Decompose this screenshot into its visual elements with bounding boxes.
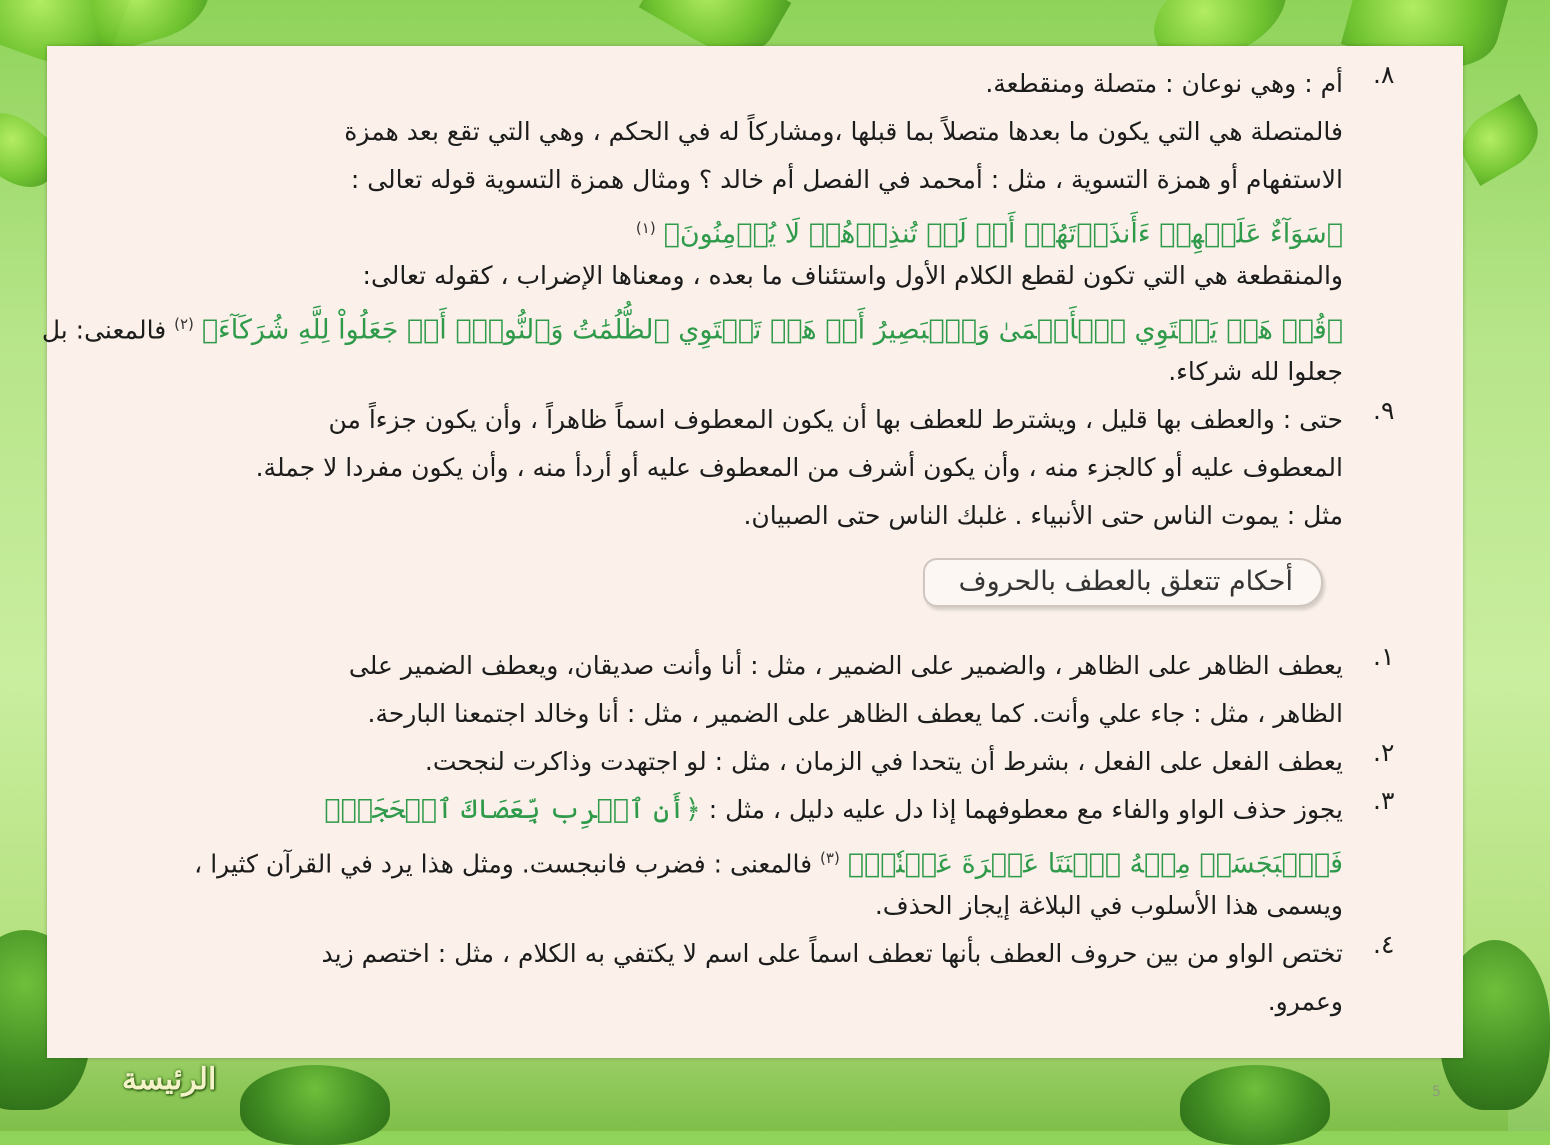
leaf-decoration — [1450, 94, 1549, 186]
page-number: 5 — [1432, 1084, 1441, 1100]
footnote-ref: (١) — [635, 219, 656, 237]
item-number: .٢ — [1373, 738, 1395, 767]
text-line: والمنقطعة هي التي تكون لقطع الكلام الأول واستئناف ما بعده ، ومعناها الإضراب ، كقوله تعالى: — [362, 261, 1343, 290]
quran-verse: ﴿قُلۡ هَلۡ يَسۡتَوِي ٱلۡأَعۡمَىٰ وَٱلۡبَصِيرُ أَمۡ هَلۡ تَسۡتَوِي ٱلظُّلُمَٰتُ وَٱلنُّورُۗ أَمۡ جَعَلُواْ لِلَّهِ شُرَكَآءَ﴾ — [201, 314, 1343, 346]
footnote-ref: (٣) — [820, 849, 840, 867]
text-line: الظاهر ، مثل : جاء علي وأنت. كما يعطف الظاهر على الضمير ، مثل : أنا وخالد اجتمعنا البارحة. — [367, 699, 1343, 728]
rule-3 — [75, 786, 1395, 930]
text-fragment: فالمعنى: بل — [41, 315, 167, 345]
item-number: .٩ — [1373, 396, 1395, 425]
item-9 — [75, 396, 1395, 540]
tree-decoration — [240, 1065, 390, 1145]
section-heading-wrap — [75, 554, 1343, 624]
text-line: جعلوا لله شركاء. — [1168, 357, 1343, 386]
footnote-ref: (٢) — [174, 315, 194, 333]
rule-2 — [75, 738, 1395, 786]
item-number: .٨ — [1373, 60, 1395, 89]
item-number: .٤ — [1373, 930, 1395, 959]
text-fragment: فالمعنى : فضرب فانبجست. ومثل هذا يرد في القرآن كثيرا ، — [194, 849, 813, 879]
text-line: المعطوف عليه أو كالجزء منه ، وأن يكون أشرف من المعطوف عليه أو أردأ منه ، وأن يكون مفردا لا جملة. — [255, 453, 1343, 482]
text-line: مثل : يموت الناس حتى الأنبياء . غلبك الناس حتى الصبيان. — [743, 501, 1343, 530]
item-number: .١ — [1373, 642, 1395, 671]
quran-verse: ﴿أَنِ ٱضۡرِب بِّعَصَاكَ ٱلۡحَجَرَۖ — [324, 794, 701, 825]
rule-4 — [75, 930, 1395, 1026]
text-line: تختص الواو من بين حروف العطف بأنها تعطف اسماً على اسم لا يكتفي به الكلام ، مثل : اختصم زيد — [321, 939, 1343, 968]
content-card — [41, 46, 1463, 1058]
section-heading: أحكام تتعلق بالعطف بالحروف — [923, 558, 1323, 607]
lesson-text — [41, 60, 1395, 1026]
item-number: .٣ — [1373, 786, 1395, 815]
verse-line — [75, 834, 1343, 882]
text-line: فالمتصلة هي التي يكون ما بعدها متصلاً بما قبلها ،ومشاركاً له في الحكم ، وهي التي تقع بعد همزة — [344, 117, 1343, 146]
verse-line — [75, 204, 1343, 252]
text-line: حتى : والعطف بها قليل ، ويشترط للعطف بها أن يكون المعطوف اسماً ظاهراً ، وأن يكون جزءاً من — [328, 405, 1343, 434]
verse-line — [41, 300, 1343, 348]
text-line: يعطف الفعل على الفعل ، بشرط أن يتحدا في الزمان ، مثل : لو اجتهدت وذاكرت لنجحت. — [424, 747, 1343, 776]
home-button[interactable]: الرئيسة — [122, 1062, 217, 1097]
text-line: الاستفهام أو همزة التسوية ، مثل : أمحمد في الفصل أم خالد ؟ ومثال همزة التسوية قوله تعالى : — [350, 165, 1343, 194]
quran-verse: ﴿سَوَآءٌ عَلَيۡهِمۡ ءَأَنذَرۡتَهُمۡ أَمۡ لَمۡ تُنذِرۡهُمۡ لَا يُؤۡمِنُونَ﴾ — [663, 218, 1343, 250]
rule-1 — [75, 642, 1395, 738]
text-line: أم : وهي نوعان : متصلة ومنقطعة. — [985, 69, 1343, 98]
item-8 — [41, 60, 1395, 396]
text-line: ويسمى هذا الأسلوب في البلاغة إيجاز الحذف. — [874, 891, 1343, 920]
text-line: يعطف الظاهر على الظاهر ، والضمير على الضمير ، مثل : أنا وأنت صديقان، ويعطف الضمير على — [348, 651, 1343, 680]
text-fragment: يجوز حذف الواو والفاء مع معطوفهما إذا دل عليه دليل ، مثل : — [708, 795, 1343, 824]
tree-decoration — [1180, 1065, 1330, 1145]
text-line — [75, 786, 1343, 834]
text-line: وعمرو. — [1267, 987, 1343, 1016]
quran-verse: فَٱنۢبَجَسَتۡ مِنۡهُ ٱثۡنَتَا عَشۡرَةَ عَيۡنٗاۖ﴾ — [847, 848, 1343, 880]
